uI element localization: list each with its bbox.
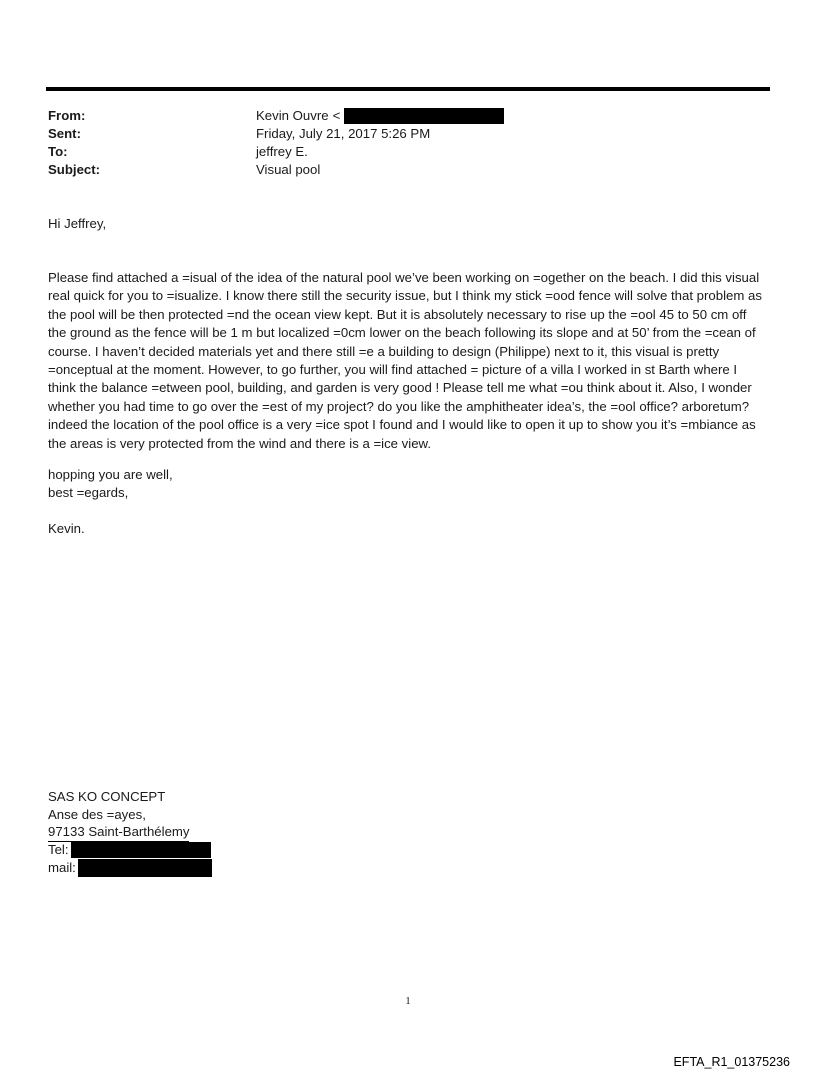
email-header	[48, 107, 768, 179]
sender-name: Kevin Ouvre	[256, 108, 329, 123]
from-label: From:	[48, 108, 86, 123]
redaction-box	[71, 842, 211, 858]
sent-value: Friday, July 21, 2017 5:26 PM	[256, 126, 431, 141]
subject-value: Visual pool	[256, 162, 321, 177]
redaction-box	[78, 859, 212, 877]
subject-label: Subject:	[48, 162, 101, 177]
to-label: To:	[48, 144, 68, 159]
from-value	[256, 107, 504, 125]
closing-line: hopping you are well,	[48, 467, 173, 482]
mail-line	[48, 859, 212, 877]
document-id: EFTA_R1_01375236	[673, 1055, 790, 1069]
header-rule	[46, 87, 770, 91]
sent-label: Sent:	[48, 126, 81, 141]
to-row	[48, 143, 768, 161]
email-bracket: <	[332, 108, 341, 123]
redaction-box	[344, 108, 504, 124]
greeting: Hi Jeffrey,	[48, 216, 107, 231]
message-paragraph: Please find attached a =isual of the idea of the natural pool we’ve been working on =ogether on the beach. I did this visual real quick for you to =isualize. I know there still the security issue, but I think my stick =ood fence will solve that problem as the pool will be then protected =nd the ocean view kept. But it is absolutely necessary to rise up the =ool 45 to 50 cm off the ground as the fence will be 1 m but localized =0cm lower on the beach following its slope and at 50’ from the =cean of course. I haven’t decided materials yet and there still =e a building to design (Philippe) next to it, this visual is pretty =onceptual at the moment. However, to go further, you will find attached = picture of a villa I worked in st Barth where I think the balance =etween pool, building, and garden is very good ! Please tell me what =ou think about it. Also, I wonder whether you had time to go over the =est of my project? do you like the amphitheater idea’s, the =ool office? arboretum? indeed the location of the pool office is a very =ice spot I found and I would like to open it up to show you it’s =mbiance as the areas is very protected from the wind and there is a =ice view.	[48, 270, 762, 451]
page-number: 1	[405, 995, 411, 1007]
sent-row	[48, 125, 768, 143]
address-line: Anse des =ayes,	[48, 806, 146, 822]
to-value: jeffrey E.	[256, 144, 308, 159]
signature-block	[48, 788, 212, 877]
from-row	[48, 107, 768, 125]
tel-line	[48, 841, 212, 859]
closing-line: best =egards,	[48, 485, 129, 501]
address-city: 97133 Saint-Barthélemy	[48, 823, 189, 842]
signoff: Kevin.	[48, 521, 85, 536]
subject-row	[48, 161, 768, 179]
company-name: SAS KO CONCEPT	[48, 789, 166, 804]
closing	[48, 466, 768, 503]
tel-label: Tel:	[48, 842, 69, 858]
address-line	[48, 824, 212, 842]
mail-label: mail:	[48, 860, 76, 876]
